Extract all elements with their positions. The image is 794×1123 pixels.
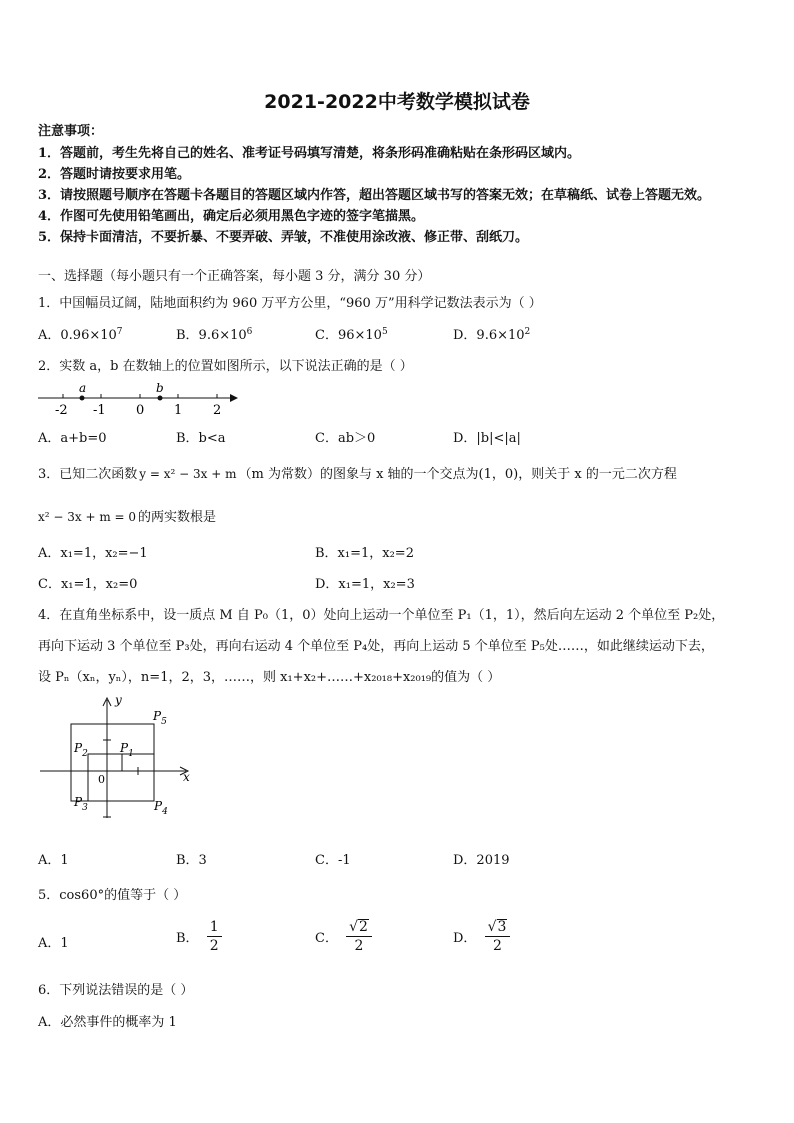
q5-option-a: A．1 xyxy=(38,936,69,951)
origin-label: 0 xyxy=(98,773,105,786)
q4-option-d: D．2019 xyxy=(453,853,510,868)
coordinate-figure xyxy=(36,690,196,830)
p2-label: $P_2$ xyxy=(74,741,88,759)
note-item: 3．请按照题号顺序在答题卡各题目的答题区域内作答，超出答题区域书写的答案无效；在草稿纸、试卷上答题无效。 xyxy=(38,188,711,203)
p4-label: $P_4$ xyxy=(154,799,168,817)
question-3-stem-2: x² − 3x + m = 0 的两实数根是 xyxy=(38,510,217,525)
q5-option-c: C． √ 2 2 xyxy=(315,918,372,955)
q3-option-d: D．x₁=1，x₂=3 xyxy=(315,577,415,592)
point-a-label: a xyxy=(79,381,87,395)
q3-option-a: A．x₁=1，x₂=−1 xyxy=(38,546,148,561)
tick-label: 0 xyxy=(136,403,145,418)
question-4-line-3: 设 Pₙ（xₙ，yₙ），n=1，2，3，……，则 x₁+x₂+……+x₂₀₁₈+x₂₀₁₉的值为（ ） xyxy=(38,670,501,685)
point-b-dot xyxy=(158,396,163,401)
note-item: 2．答题时请按要求用笔。 xyxy=(38,167,191,182)
note-item: 4．作图可先使用铅笔画出，确定后必须用黑色字迹的签字笔描黑。 xyxy=(38,209,425,224)
q1-option-b: B．$9.6\times 10^6$ xyxy=(176,327,253,343)
p1-label: $P_1$ xyxy=(120,741,134,759)
q2-option-b: B．b<a xyxy=(176,431,226,446)
question-3-stem: 3．已知二次函数 y = x² − 3x + m （m 为常数）的图象与 x 轴的一个交点为(1，0)，则关于 x 的一元二次方程 xyxy=(38,467,677,482)
page-title: 2021-2022中考数学模拟试卷 xyxy=(264,91,530,113)
question-4-line-2: 再向下运动 3 个单位至 P₃处，再向右运动 4 个单位至 P₄处，再向上运动 5 个单位至 P₅处……，如此继续运动下去， xyxy=(38,639,714,654)
q2-option-a: A．a+b=0 xyxy=(38,431,107,446)
tick-label: -2 xyxy=(55,403,68,418)
q3-option-c: C．x₁=1，x₂=0 xyxy=(38,577,138,592)
q4-option-c: C．-1 xyxy=(315,853,351,868)
q2-option-d: D．|b|<|a| xyxy=(453,431,521,446)
q2-option-c: C．ab＞0 xyxy=(315,431,376,446)
q3-equation: x² − 3x + m = 0 xyxy=(38,510,137,524)
question-5-stem: 5．cos60°的值等于（ ） xyxy=(38,888,187,903)
section-heading: 一、选择题（每小题只有一个正确答案，每小题 3 分，满分 30 分） xyxy=(38,269,431,284)
q4-option-b: B．3 xyxy=(176,853,207,868)
p3-label: $P_3$ xyxy=(74,795,88,813)
number-line-figure xyxy=(34,378,244,418)
point-a-dot xyxy=(80,396,85,401)
q3-option-b: B．x₁=1，x₂=2 xyxy=(315,546,414,561)
tick-label: -1 xyxy=(93,403,106,418)
tick-label: 2 xyxy=(213,403,222,418)
q1-option-a: A．$0.96\times 10^7$ xyxy=(38,327,123,343)
x-axis-label: x xyxy=(183,770,190,784)
y-axis-label: y xyxy=(115,693,122,707)
q1-option-c: C．$96\times 10^5$ xyxy=(315,327,388,343)
note-item: 1．答题前，考生先将自己的姓名、准考证号码填写清楚，将条形码准确粘贴在条形码区域内。 xyxy=(38,146,581,161)
question-6-stem: 6．下列说法错误的是（ ） xyxy=(38,983,194,998)
note-item: 5．保持卡面清洁，不要折暴、不要弄破、弄皱，不准使用涂改液、修正带、刮纸刀。 xyxy=(38,230,529,245)
q6-option-a: A．必然事件的概率为 1 xyxy=(38,1015,177,1030)
question-4-line-1: 4．在直角坐标系中，设一质点 M 自 P₀（1，0）处向上运动一个单位至 P₁（1，1），然后向左运动 2 个单位至 P₂处， xyxy=(38,608,725,623)
notes-heading: 注意事项： xyxy=(38,124,104,139)
q3-function: y = x² − 3x + m xyxy=(139,467,237,481)
q5-option-b: B． $\frac{1}{2}$ xyxy=(176,918,222,955)
point-b-label: b xyxy=(156,381,164,395)
q5-option-d: D． √ 3 2 xyxy=(453,918,510,955)
q4-option-a: A．1 xyxy=(38,853,69,868)
tick-label: 1 xyxy=(174,403,183,418)
q1-option-d: D．$9.6\times 10^2$ xyxy=(453,327,531,343)
question-2-stem: 2．实数 a，b 在数轴上的位置如图所示，以下说法正确的是（ ） xyxy=(38,359,413,374)
p5-label: $P_5$ xyxy=(153,709,167,727)
question-1-stem: 1．中国幅员辽阔，陆地面积约为 960 万平方公里，“960 万”用科学记数法表示为（ ） xyxy=(38,296,542,311)
